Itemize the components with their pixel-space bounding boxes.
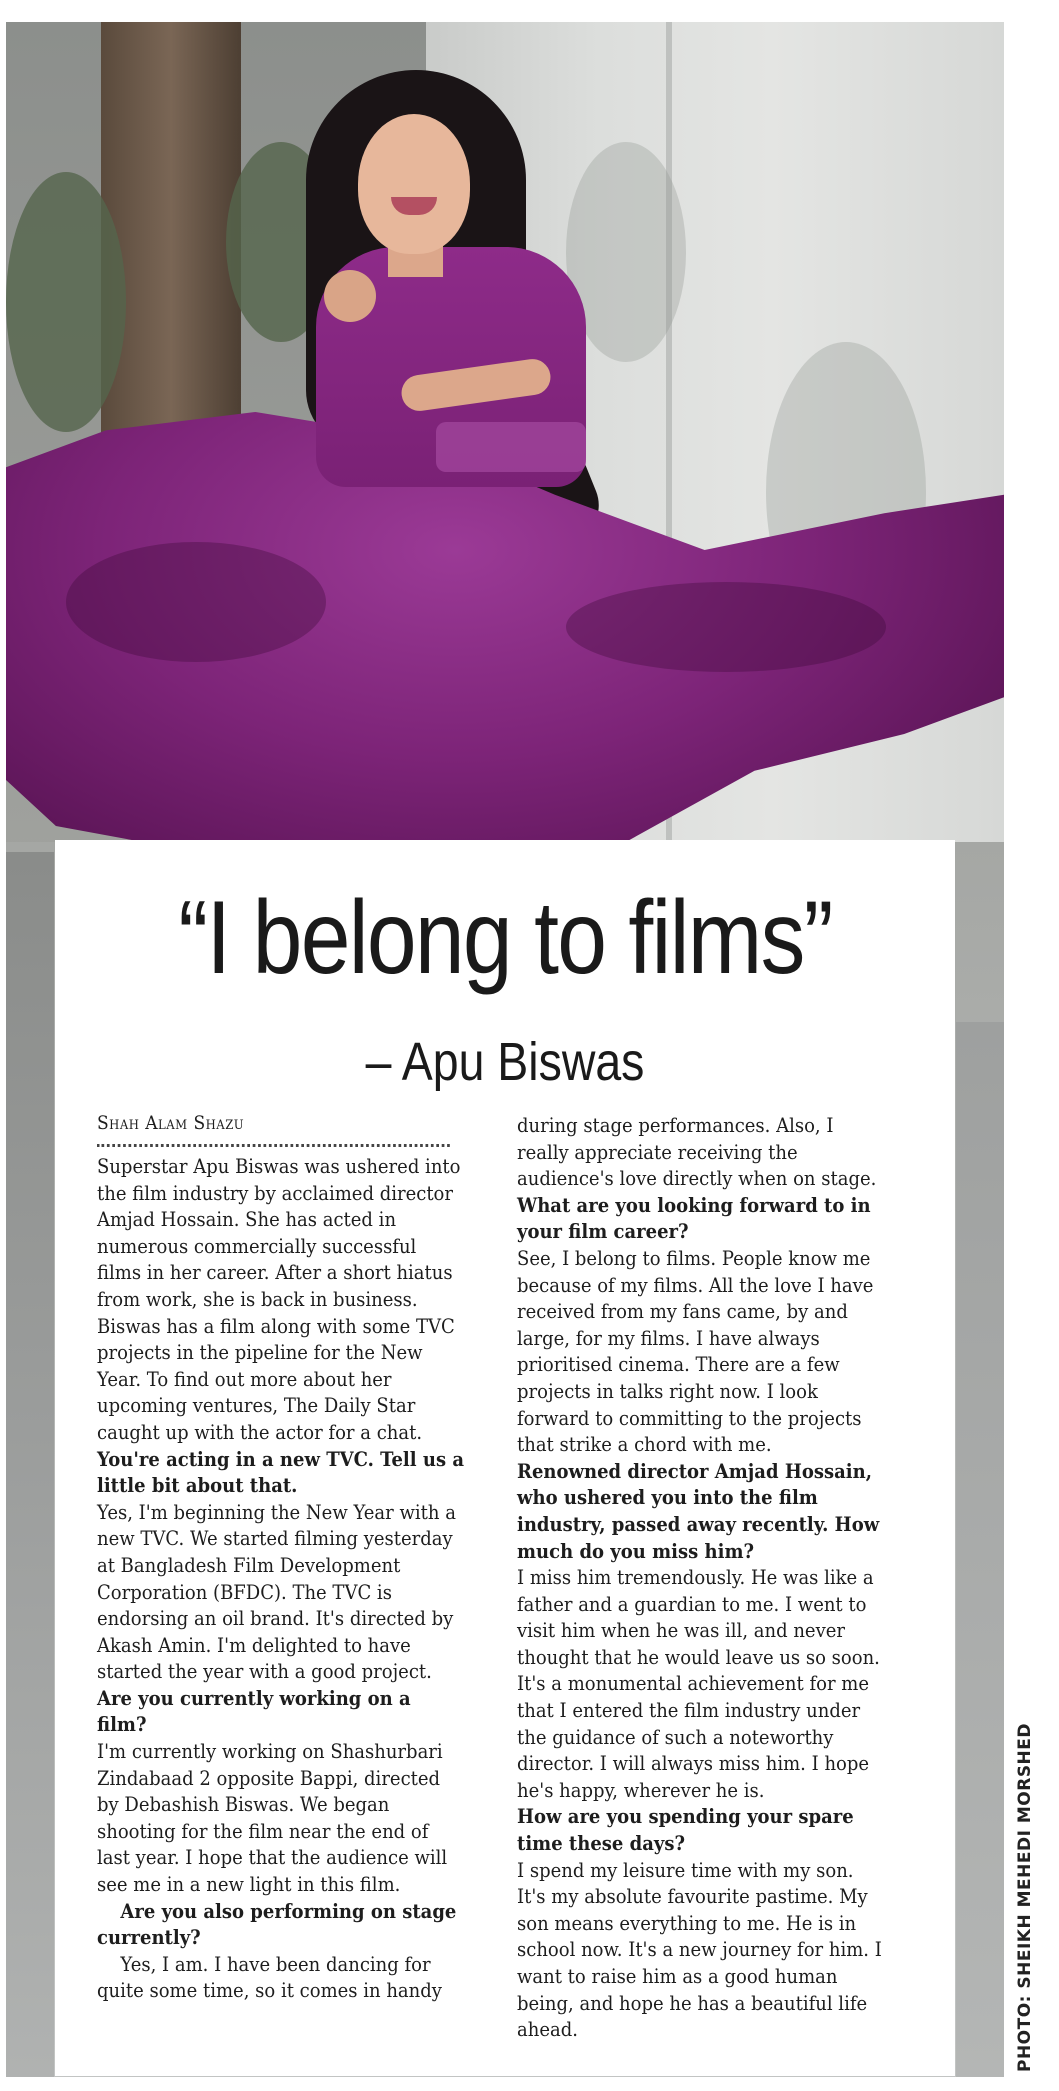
interviewee-name: – Apu Biswas	[365, 1032, 645, 1092]
answer-continued: during stage performances. Also, I really appreciate receiving the audience's love directly when on stage.	[517, 1113, 877, 1191]
article-column-right	[517, 1112, 884, 2043]
article-panel	[55, 840, 955, 2076]
answer: See, I belong to films. People know me because of my films. All the love I have received from my fans came, by and large, for my films. I have always prioritised cinema. There are a few projects in talks right now. I look forward to committing to the projects that strike a chord with me.	[517, 1245, 874, 1457]
question: You're acting in a new TVC. Tell us a little bit about that.	[97, 1446, 465, 1498]
question: Are you also performing on stage currently?	[97, 1898, 457, 1950]
answer: I'm currently working on Shashurbari Zindabaad 2 opposite Bappi, directed by Debashish Biswas. We began shooting for the film near the end of last year. I hope that the audience will see me in a new light in this film.	[97, 1739, 448, 1897]
question: What are you looking forward to in your film career?	[517, 1192, 871, 1244]
answer: Yes, I am. I have been dancing for quite some time, so it comes in handy	[97, 1951, 442, 2003]
answer: I miss him tremendously. He was like a father and a guardian to me. I went to visit him when he was ill, and never thought that he would leave us so soon. It's a monumental achievement for me that I entered the film industry under the guidance of such a noteworthy director. I will always miss him. I hope he's happy, wherever he is.	[517, 1565, 880, 1802]
question: Are you currently working on a film?	[97, 1685, 411, 1737]
face	[358, 114, 470, 254]
article-column-left	[97, 1110, 464, 2004]
question: How are you spending your spare time these days?	[517, 1804, 854, 1856]
headline: “I belong to films”	[178, 880, 832, 996]
answer: Yes, I'm beginning the New Year with a new TVC. We started filming yesterday at Bangladesh Film Development Corporation (BFDC). The TVC is endorsing an oil brand. It's directed by Akash Amin. I'm delighted to have started the year with a good project.	[97, 1499, 456, 1684]
question: Renowned director Amjad Hossain, who ushered you into the film industry, passed away recently. How much do you miss him?	[517, 1458, 880, 1563]
divider	[97, 1144, 450, 1147]
author-byline: Shah Alam Shazu	[97, 1112, 245, 1134]
intro-paragraph: Superstar Apu Biswas was ushered into the film industry by acclaimed director Amjad Hossain. She has acted in numerous commercially successful films in her career. After a short hiatus from work, she is back in business. Biswas has a film along with some TVC projects in the pipeline for the New Year. To find out more about her upcoming ventures, The Daily Star caught up with the actor for a chat.	[97, 1154, 461, 1444]
photo-credit: PHOTO: SHEIKH MEHEDI MORSHED	[1015, 1722, 1035, 2072]
answer: I spend my leisure time with my son. It's my absolute favourite pastime. My son means everything to me. He is in school now. It's a new journey for him. I want to raise him as a good human being, and hope he has a beautiful life ahead.	[517, 1857, 882, 2042]
